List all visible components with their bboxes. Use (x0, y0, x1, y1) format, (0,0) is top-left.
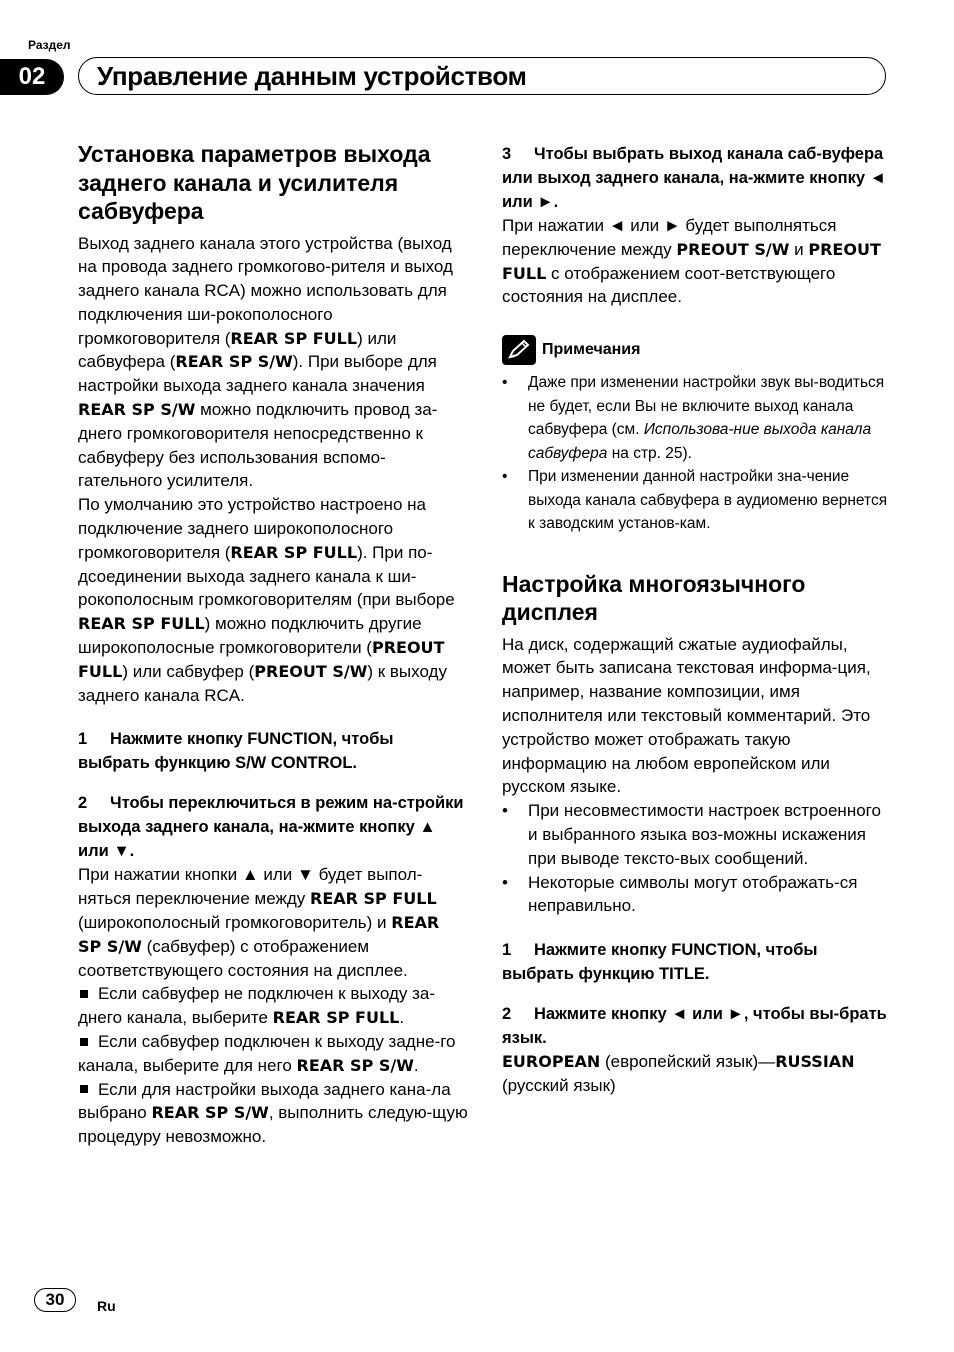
italic-reference: Использова-ние выхода канала сабвуфера (528, 421, 872, 462)
bold-term: REAR SP FULL (230, 542, 358, 562)
chapter-header (78, 57, 886, 95)
bullet-item: • При несовместимости настроек встроенного и выбранного языка воз-можны искажения при выводе тексто-вых сообщений. (502, 801, 881, 868)
paragraph: По умолчанию это устройство настроено на подключение заднего широкополосного громкоговорителя (REAR SP FULL). При по-дсоединении выхода заднего канала к ши-рокополосным громкоговорителям (при выборе REAR SP FULL) можно подключить другие широкополосные громкоговорители (PREOUT FULL) или сабвуфер (PREOUT S/W) к выходу заднего канала RCA. (78, 495, 455, 705)
language-code: Ru (97, 1298, 116, 1314)
step-number: 3 (502, 145, 512, 163)
step-number: 2 (502, 1005, 512, 1024)
step-instruction (502, 938, 892, 986)
bullet-icon: • (502, 468, 508, 486)
square-bullet-item: Если сабвуфер подключен к выходу задне-го канала, выберите для него REAR SP S/W. (78, 1032, 456, 1075)
square-bullet-icon (80, 1038, 88, 1046)
square-bullet-icon (80, 990, 88, 998)
pencil-note-icon (502, 335, 536, 365)
paragraph: EUROPEAN (европейский язык)—RUSSIAN (русский язык) (502, 1052, 855, 1096)
page-number: 30 (34, 1288, 76, 1312)
section-heading-rear-output: Установка параметров выхода заднего канала и усилителя сабвуфера (78, 141, 431, 224)
step-instruction (502, 1002, 892, 1050)
notes-header (502, 335, 892, 365)
paragraph: На диск, содержащий сжатые аудиофайлы, может быть записана текстовая информа-ция, например, название композиции, имя исполнителя или текстовый комментарий. Это устройство может отображать такую информацию на любом европейском или русском языке. (502, 634, 871, 797)
notes-title: Примечания (542, 341, 641, 359)
step-number: 1 (78, 730, 88, 749)
bold-term: REAR SP FULL (230, 328, 358, 348)
chapter-title: Управление данным устройством (97, 60, 527, 91)
step-number: 1 (502, 941, 512, 960)
notes-list (502, 371, 892, 536)
bold-term: REAR SP FULL (310, 889, 437, 909)
step-text: Чтобы переключиться в режим на-стройки выхода заднего канала, на-жмите кнопку ▲ или ▼. (78, 794, 464, 861)
square-bullet-item: Если для настройки выхода заднего кана-ла выбрано REAR SP S/W, выполнить следую-щую процедуру невозможно. (78, 1079, 468, 1147)
bullet-icon: • (502, 801, 508, 821)
section-number-badge: 02 (0, 59, 64, 95)
step-instruction (78, 791, 468, 863)
bold-term: PREOUT S/W (676, 239, 790, 259)
step-instruction (502, 142, 892, 214)
step-text: Нажмите кнопку ◄ или ►, чтобы вы-брать язык. (502, 1005, 887, 1048)
bold-term: PREOUT FULL (78, 638, 445, 681)
note-item: • Даже при изменении настройки звук вы-водиться не будет, если Вы не включите выход канала сабвуфера (см. Использова-ние выхода канала сабвуфера на стр. 25). (502, 371, 892, 465)
left-column (78, 140, 468, 1149)
bold-term: PREOUT S/W (254, 661, 368, 681)
square-bullet-item: Если сабвуфер не подключен к выходу за-днего канала, выберите REAR SP FULL. (78, 984, 436, 1028)
step-text: Нажмите кнопку FUNCTION, чтобы выбрать функцию TITLE. (502, 941, 818, 984)
bold-term: REAR SP S/W (151, 1103, 269, 1123)
note-item: • При изменении данной настройки зна-чение выхода канала сабвуфера в аудиоменю вернется к заводским установ-кам. (502, 465, 892, 536)
bold-term: RUSSIAN (775, 1052, 855, 1072)
square-bullet-list (78, 982, 468, 1149)
bullet-item: • Некоторые символы могут отображать-ся неправильно. (502, 872, 858, 916)
bullet-icon: • (502, 872, 508, 892)
bold-term: PREOUT FULL (502, 239, 881, 283)
step-instruction (78, 727, 468, 775)
bold-term: EUROPEAN (502, 1052, 601, 1072)
bold-term: REAR SP S/W (296, 1055, 414, 1075)
right-column (502, 140, 892, 1098)
bullet-icon: • (502, 374, 508, 392)
section-label: Раздел (28, 38, 71, 52)
square-bullet-icon (80, 1085, 88, 1093)
paragraph: При нажатии кнопки ▲ или ▼ будет выпол-няться переключение между REAR SP FULL (широкополосный громкоговоритель) и REAR SP S/W (сабвуфер) с отображением соответствующего состояния на дисплее. (78, 865, 440, 980)
step-text: Нажмите кнопку FUNCTION, чтобы выбрать функцию S/W CONTROL. (78, 730, 394, 773)
bold-term: REAR SP S/W (78, 913, 440, 956)
step-text: Чтобы выбрать выход канала саб-вуфера или выход заднего канала, на-жмите кнопку ◄ или ►. (502, 145, 886, 211)
bold-term: REAR SP S/W (175, 352, 293, 372)
paragraph: При нажатии ◄ или ► будет выполняться переключение между PREOUT S/W и PREOUT FULL с отображением соот-ветствующего состояния на дисплее. (502, 216, 881, 307)
step-number: 2 (78, 794, 88, 813)
bold-term: REAR SP FULL (78, 614, 205, 634)
paragraph: Выход заднего канала этого устройства (выход на провода заднего громкогово-рителя и выход заднего канала RCA) можно использовать для подключения ши-рокополосного громкоговорителя (REAR SP FULL) или сабвуфера (REAR SP S/W). При выборе для настройки выхода заднего канала значения REAR SP S/W можно подключить провод за-днего громкоговорителя непосредственно к сабвуферу без использования вспомо-гательного усилителя. (78, 233, 453, 491)
section-heading-multilanguage: Настройка многоязычного дисплея (502, 570, 806, 626)
bold-term: REAR SP FULL (272, 1008, 400, 1028)
bold-term: REAR SP S/W (78, 400, 196, 420)
bullet-list (502, 799, 892, 918)
